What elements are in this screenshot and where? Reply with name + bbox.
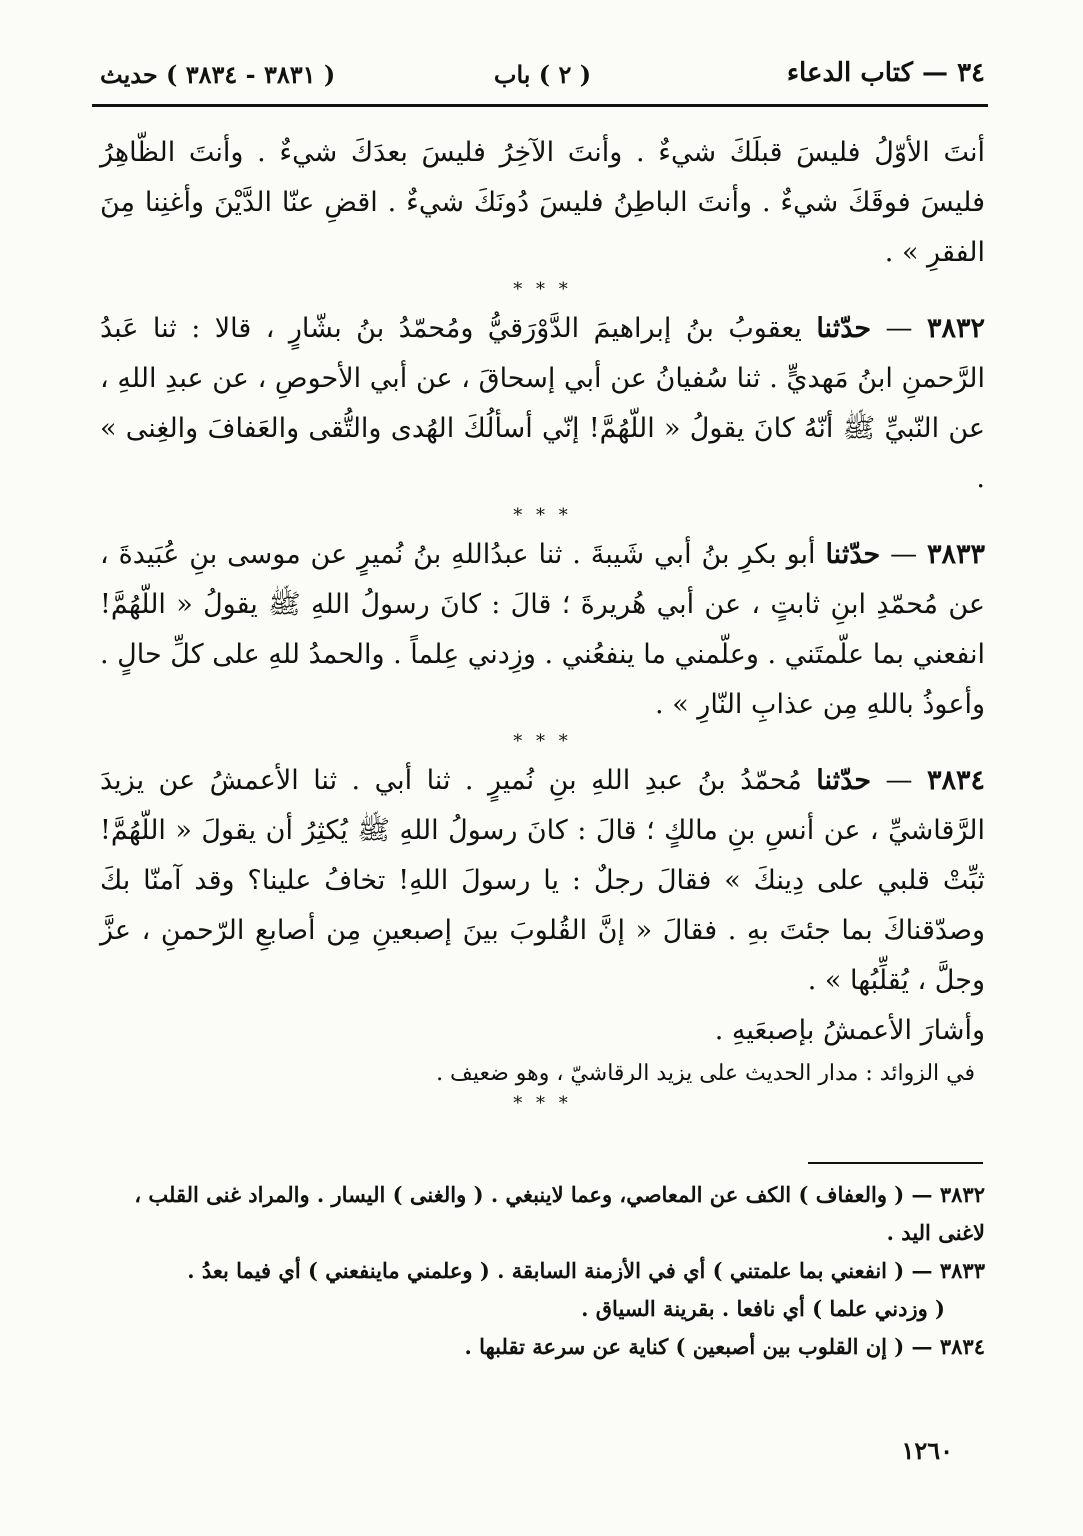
main-text: [100, 128, 985, 1118]
hadith-range: ( ٣٨٣١ - ٣٨٣٤ ) حديث: [100, 60, 336, 89]
hadith-text: مُحمّدُ بنُ عبدِ اللهِ بنِ نُميرٍ . ثنا أبي . ثنا الأعمشُ عن يزيدَ الرَّقاشيِّ ، عن أنسِ بنِ مالكٍ ؛ قالَ : كانَ رسولُ اللهِ ﷺ يُكثِرُ أن يقولَ « اللّهُمَّ! ثبِّتْ قلبي على دِينكَ » فقالَ رجلٌ : يا رسولَ اللهِ! تخافُ علينا؟ وقد آمنّا بكَ وصدّقناكَ بما جئتَ بهِ . فقالَ « إنَّ القُلوبَ بينَ إصبعينِ مِن أصابعِ الرّحمنِ ، عزَّ وجلَّ ، يُقلِّبُها » .: [100, 765, 985, 996]
separator: * * *: [513, 505, 572, 526]
footnote: ٣٨٣٤ — ( إن القلوب بين أصبعين ) كناية عن سرعة تقلبها .: [464, 1334, 985, 1359]
footnote: ٣٨٣٣ — ( انفعني بما علمتني ) أي في الأزمنة السابقة . ( وعلمني ماينفعني ) أي فيما بعدُ .: [187, 1258, 985, 1283]
running-header: [100, 58, 985, 98]
hadith-number: ٣٨٣٤: [927, 765, 986, 796]
hadith-3833: ٣٨٣٣ — حدّثنا أبو بكرِ بنُ أبي شَيبةَ . ثنا عبدُاللهِ بنُ نُميرٍ عن موسى بنِ عُبَيدةَ ، عن مُحمّدِ ابنِ ثابتٍ ، عن أبي هُريرةَ ؛ قالَ : كانَ رسولُ اللهِ ﷺ يقولُ « اللّهُمَّ! انفعني بما علّمتَني . وعلّمني ما ينفعُني . وزِدني عِلماً . والحمدُ للهِ على كلِّ حالٍ . وأعوذُ باللهِ مِن عذابِ النّارِ » .: [100, 539, 985, 720]
hadith-continuation: أنتَ الأوّلُ فليسَ قبلَكَ شيءٌ . وأنتَ الآخِرُ فليسَ بعدَكَ شيءٌ . وأنتَ الظّاهِرُ فليسَ فوقَكَ شيءٌ . وأنتَ الباطِنُ فليسَ دُونَكَ شيءٌ . اقضِ عنّا الدَّيْنَ وأغنِنا مِنَ الفقرِ » .: [100, 137, 985, 268]
separator: * * *: [513, 279, 572, 300]
hadith-number: ٣٨٣٣: [926, 539, 985, 570]
hadith-number: ٣٨٣٢: [926, 313, 985, 344]
hadith-3832: ٣٨٣٢ — حدّثنا يعقوبُ بنُ إبراهيمَ الدَّوْرَقيُّ ومُحمّدُ بنُ بشّارٍ ، قالا : ثنا عَبدُ الرَّحمنِ ابنُ مَهديٍّ . ثنا سُفيانُ عن أبي إسحاقَ ، عن أبي الأحوصِ ، عن عبدِ اللهِ ، عن النّبيِّ ﷺ أنّهُ كانَ يقولُ « اللّهُمَّ! إنّي أسألُكَ الهُدى والتُّقى والعَفافَ والغِنى » .: [100, 313, 985, 494]
footnotes: [100, 1176, 985, 1366]
hadith-lead: حدّثنا: [816, 313, 872, 344]
hadith-text: أبو بكرِ بنُ أبي شَيبةَ . ثنا عبدُاللهِ بنُ نُميرٍ عن موسى بنِ عُبَيدةَ ، عن مُحمّدِ ابنِ ثابتٍ ، عن أبي هُريرةَ ؛ قالَ : كانَ رسولُ اللهِ ﷺ يقولُ « اللّهُمَّ! انفعني بما علّمتَني . وعلّمني ما ينفعُني . وزِدني عِلماً . والحمدُ للهِ على كلِّ حالٍ . وأعوذُ باللهِ مِن عذابِ النّارِ » .: [100, 539, 985, 720]
hadith-closing: وأشارَ الأعمشُ بإصبعَيهِ .: [714, 1015, 985, 1046]
hadith-text: يعقوبُ بنُ إبراهيمَ الدَّوْرَقيُّ ومُحمّدُ بنُ بشّارٍ ، قالا : ثنا عَبدُ الرَّحمنِ ابنُ مَهديٍّ . ثنا سُفيانُ عن أبي إسحاقَ ، عن أبي الأحوصِ ، عن عبدِ اللهِ ، عن النّبيِّ ﷺ أنّهُ كانَ يقولُ « اللّهُمَّ! إنّي أسألُكَ الهُدى والتُّقى والعَفافَ والغِنى » .: [100, 313, 985, 494]
hadith-lead: حدّثنا: [825, 539, 881, 570]
hadith-lead: حدّثنا: [816, 765, 872, 796]
separator: * * *: [513, 731, 572, 752]
footnote-rule: [808, 1162, 983, 1164]
page-number: ١٢٦٠: [901, 1436, 953, 1465]
chapter-label: ( ٢ ) باب: [493, 60, 592, 89]
hadith-3834: ٣٨٣٤ — حدّثنا مُحمّدُ بنُ عبدِ اللهِ بنِ نُميرٍ . ثنا أبي . ثنا الأعمشُ عن يزيدَ الرَّقاشيِّ ، عن أنسِ بنِ مالكٍ ؛ قالَ : كانَ رسولُ اللهِ ﷺ يُكثِرُ أن يقولَ « اللّهُمَّ! ثبِّتْ قلبي على دِينكَ » فقالَ رجلٌ : يا رسولَ اللهِ! تخافُ علينا؟ وقد آمنّا بكَ وصدّقناكَ بما جئتَ بهِ . فقالَ « إنَّ القُلوبَ بينَ إصبعينِ مِن أصابعِ الرّحمنِ ، عزَّ وجلَّ ، يُقلِّبُها » .: [100, 765, 986, 996]
page-marker: ٣٤ — كتاب الدعاء: [786, 58, 985, 88]
separator: * * *: [513, 1093, 572, 1114]
zawaid-note: في الزوائد : مدار الحديث على يزيد الرقاشيّ ، وهو ضعيف .: [436, 1061, 975, 1086]
footnote: ٣٨٣٢ — ( والعفاف ) الكف عن المعاصي، وعما لاينبغي . ( والغنى ) اليسار . والمراد غنى القلب ، لاغنى اليد .: [134, 1182, 985, 1245]
header-rule: [92, 104, 988, 107]
footnote: ( وزدني علما ) أي نافعا . بقرينة السياق .: [581, 1296, 945, 1321]
